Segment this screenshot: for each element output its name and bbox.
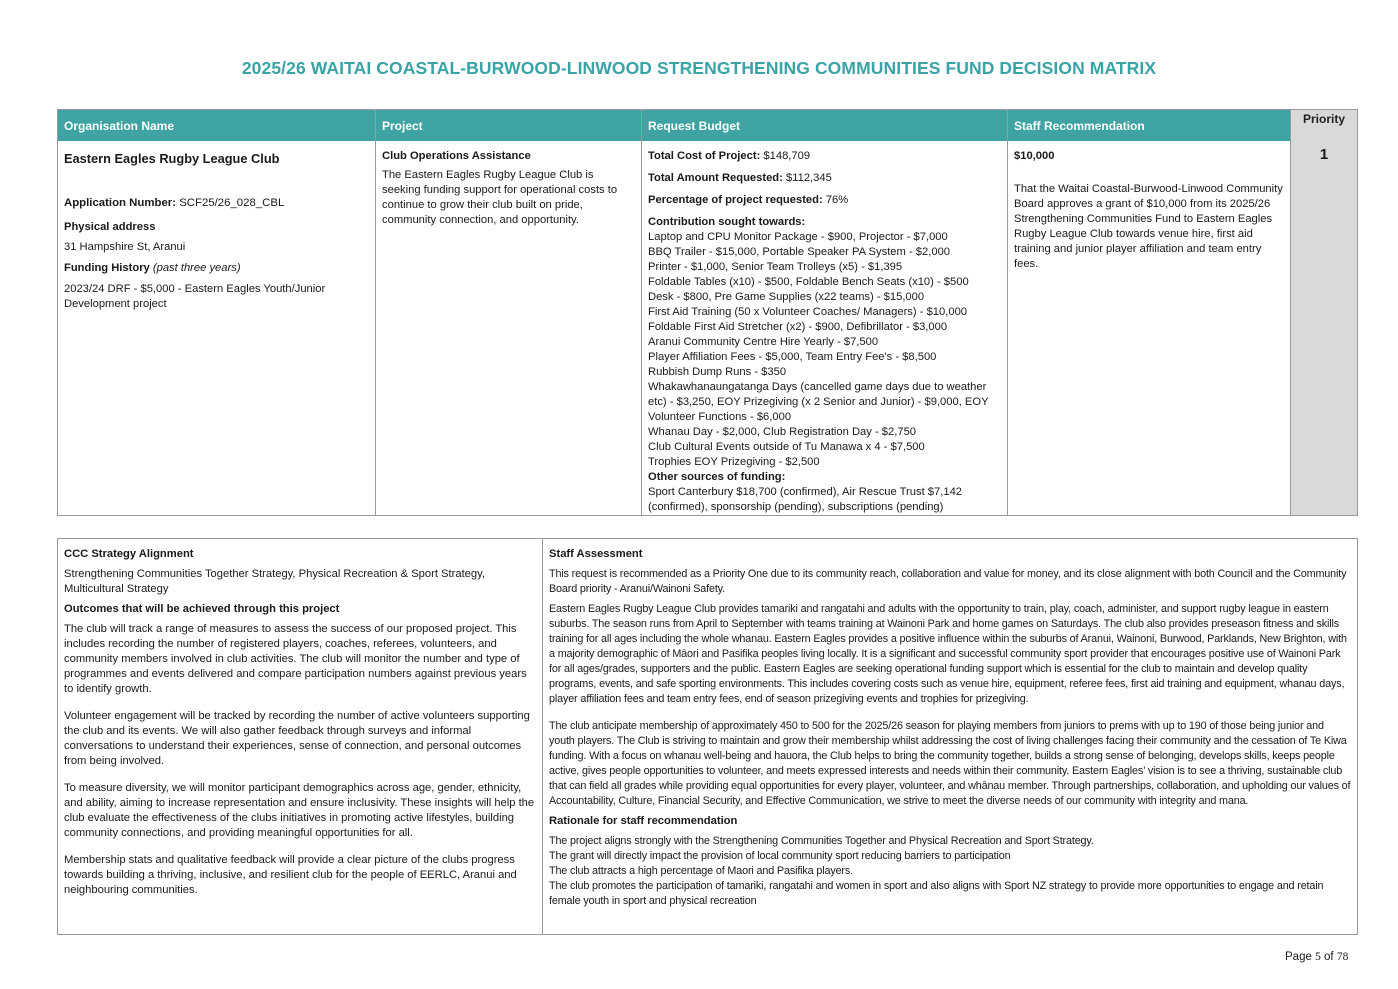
organisation-name: Eastern Eagles Rugby League Club <box>64 151 280 166</box>
percentage-row <box>648 193 1001 208</box>
rationale-line: The grant will directly impact the provision of local community sport reducing barriers to participation <box>549 850 1011 862</box>
recommendation-header: Staff Recommendation <box>1008 110 1290 141</box>
rationale-line: The club promotes the participation of tamariki, rangatahi and women in sport and also aligns with Sport NZ strategy to provide more opportunities to engage and retain female youth in sport and physical recreation <box>549 880 1324 907</box>
contribution-item: First Aid Training (50 x Volunteer Coaches/ Managers) - $10,000 <box>648 306 968 318</box>
staff-assessment-column <box>543 539 1357 934</box>
total-pages: 78 <box>1336 951 1349 963</box>
contribution-item: Desk - $800, Pre Game Supplies (x22 teams) - $15,000 <box>648 291 925 303</box>
budget-header: Request Budget <box>642 110 1007 141</box>
other-sources-value: Sport Canterbury $18,700 (confirmed), Air Rescue Trust $7,142 (confirmed), sponsorship (pending), subscriptions (pending) <box>648 486 963 513</box>
funding-history-value: 2023/24 DRF - $5,000 - Eastern Eagles Youth/Junior Development project <box>64 283 326 310</box>
recommended-amount: $10,000 <box>1014 150 1055 162</box>
outcomes-paragraph: Volunteer engagement will be tracked by recording the number of active volunteers supporting the club and its events. We will also gather feedback through surveys and informal conversations to understand their experiences, sense of connection, and personal outcomes from being involved. <box>64 710 530 767</box>
assessment-table <box>57 538 1358 935</box>
contribution-item: Player Affiliation Fees - $5,000, Team Entry Fee's - $8,500 <box>648 351 937 363</box>
contribution-heading: Contribution sought towards: <box>648 216 806 228</box>
project-description: The Eastern Eagles Rugby League Club is seeking funding support for operational costs to continue to grow their club built on pride, community connection, and opportunity. <box>382 169 618 226</box>
assessment-paragraph: This request is recommended as a Priority One due to its community reach, collaboration and value for money, and its close alignment with both Council and the Community Board priority - Aranui/Wainoni Safety. <box>549 568 1347 595</box>
priority-header: Priority <box>1291 110 1357 141</box>
funding-history-note: (past three years) <box>152 262 241 274</box>
total-requested-label: Total Amount Requested: <box>648 172 783 184</box>
outcomes-paragraph: To measure diversity, we will monitor participant demographics across age, gender, ethnicity, and ability, aiming to increase representation and ensure inclusivity. These insights will help the club evaluate the effectiveness of the clubs initiatives in promoting active lifestyles, building community connections, and providing meaningful opportunities for all. <box>64 782 535 839</box>
rationale-line: The project aligns strongly with the Strengthening Communities Together and Physical Recreation and Sport Strategy. <box>549 835 1094 847</box>
priority-column <box>1291 110 1357 515</box>
page-word: Page <box>1285 951 1312 963</box>
outcomes-paragraph: Membership stats and qualitative feedback will provide a clear picture of the clubs progress towards building a thriving, inclusive, and resilient club for the people of EERLC, Aranui and neighbouring communities. <box>64 854 517 896</box>
contribution-item: Trophies EOY Prizegiving - $2,500 <box>648 456 820 468</box>
priority-value: 1 <box>1319 146 1329 163</box>
contribution-list <box>648 230 1001 470</box>
total-requested-row <box>648 171 1001 186</box>
recommendation-column <box>1008 110 1291 515</box>
contribution-item: Whanau Day - $2,000, Club Registration Day - $2,750 <box>648 426 917 438</box>
funding-history-label: Funding History <box>64 262 150 274</box>
organisation-column <box>58 110 376 515</box>
total-requested-value: $112,345 <box>785 172 832 184</box>
page-number: 5 <box>1315 951 1321 963</box>
other-sources-heading: Other sources of funding: <box>648 471 786 483</box>
assessment-paragraph: The club anticipate membership of approximately 450 to 500 for the 2025/26 season for playing members from juniors to prems with up to 190 of those being junior and youth players. The Club is striving to maintain and grow their membership whilst addressing the cost of living challenges facing their community and the cessation of Te Kiwa funding. With a focus on whanau well-being and hauora, the Club helps to bring the community together, builds a strong sense of belonging, develops skills, keeps people active, gives people opportunities to volunteer, and meets expressed interests and needs within their community. Eastern Eagles’ vision is to see a thriving, sustainable club that can field all grades while providing equal opportunities for every player, volunteer, and whānau member. Through partnerships, collaboration, and upholding our values of Accountability, Culture, Financial Security, and Effective Communication, we strive to meet the diverse needs of our community with integrity and mana. <box>549 720 1351 807</box>
outcomes-heading: Outcomes that will be achieved through this project <box>64 603 340 615</box>
contribution-item: Rubbish Dump Runs - $350 <box>648 366 787 378</box>
outcomes-paragraph: The club will track a range of measures to assess the success of our proposed project. This includes recording the number of registered players, coaches, referees, volunteers, and community members involved in club activities. The club will monitor the number and type of programmes and events delivered and compare participation numbers against previous years to identify growth. <box>64 623 527 695</box>
recommendation-text: That the Waitai Coastal-Burwood-Linwood Community Board approves a grant of $10,000 from its 2025/26 Strengthening Communities Fund to Eastern Eagles Rugby League Club towards venue hire, first aid training and junior player affiliation and team entry fees. <box>1014 183 1283 270</box>
organisation-header: Organisation Name <box>58 110 375 141</box>
application-number-value: SCF25/26_028_CBL <box>179 197 285 209</box>
physical-address-value: 31 Hampshire St, Aranui <box>64 241 186 253</box>
total-cost-label: Total Cost of Project: <box>648 150 761 162</box>
contribution-item: Whakawhanaungatanga Days (cancelled game days due to weather etc) - $3,250, EOY Prizegiving (x 2 Senior and Junior) - $9,000, EOY Volunteer Functions - $6,000 <box>648 381 989 423</box>
contribution-item: Foldable Tables (x10) - $500, Foldable Bench Seats (x10) - $500 <box>648 276 969 288</box>
of-word: of <box>1324 951 1334 963</box>
decision-matrix-table <box>57 109 1358 516</box>
document-title: 2025/26 WAITAI COASTAL-BURWOOD-LINWOOD STRENGTHENING COMMUNITIES FUND DECISION MATRIX <box>241 58 1157 78</box>
project-column <box>376 110 642 515</box>
rationale-heading: Rationale for staff recommendation <box>549 815 738 827</box>
strategy-text: Strengthening Communities Together Strategy, Physical Recreation & Sport Strategy, Multicultural Strategy <box>64 568 485 595</box>
application-number-label: Application Number: <box>64 197 177 209</box>
percentage-value: 76% <box>825 194 849 206</box>
strategy-heading: CCC Strategy Alignment <box>64 548 194 560</box>
contribution-item: Club Cultural Events outside of Tu Manawa x 4 - $7,500 <box>648 441 925 453</box>
project-title: Club Operations Assistance <box>382 150 531 162</box>
physical-address-label: Physical address <box>64 221 156 233</box>
contribution-item: Printer - $1,000, Senior Team Trolleys (x5) - $1,395 <box>648 261 903 273</box>
contribution-item: Aranui Community Centre Hire Yearly - $7,500 <box>648 336 879 348</box>
contribution-item: Foldable First Aid Stretcher (x2) - $900, Defibrillator - $3,000 <box>648 321 948 333</box>
assessment-paragraph: Eastern Eagles Rugby League Club provides tamariki and rangatahi and adults with the opportunity to train, play, coach, administer, and support rugby league in eastern suburbs. The season runs from April to September with teams training at Wainoni Park and home games on Saturdays. The club also provides preseason fitness and skills training for all ages including the whole whanau. Eastern Eagles provides a positive influence within the suburbs of Aranui, Wainoni, Burwood, Parklands, New Brighton, with a majority demographic of Māori and Pasifika peoples living locally. It is a significant and successful community sport provider that encourages positive use of Wainoni Park for all ages/grades, supporters and the public. Eastern Eagles are seeking operational funding support which is essential for the club to maintain and develop quality programs, events, and safe sporting environments. This includes covering costs such as venue hire, equipment, referee fees, first aid training and equipment, whanau days, player affiliation fees and team entry fees, end of season prizegiving events and trophies for prizegiving. <box>549 603 1347 705</box>
rationale-line: The club attracts a high percentage of Maori and Pasifika players. <box>549 865 853 877</box>
page-number-footer <box>1285 951 1348 963</box>
project-header: Project <box>376 110 641 141</box>
application-number-row <box>64 196 369 211</box>
percentage-label: Percentage of project requested: <box>648 194 823 206</box>
total-cost-row <box>648 149 1001 164</box>
contribution-item: Laptop and CPU Monitor Package - $900, Projector - $7,000 <box>648 231 948 243</box>
budget-column <box>642 110 1008 515</box>
strategy-outcomes-column <box>58 539 543 934</box>
assessment-heading: Staff Assessment <box>549 548 643 560</box>
contribution-item: BBQ Trailer - $15,000, Portable Speaker PA System - $2,000 <box>648 246 951 258</box>
total-cost-value: $148,709 <box>763 150 811 162</box>
funding-history-heading <box>64 261 369 276</box>
